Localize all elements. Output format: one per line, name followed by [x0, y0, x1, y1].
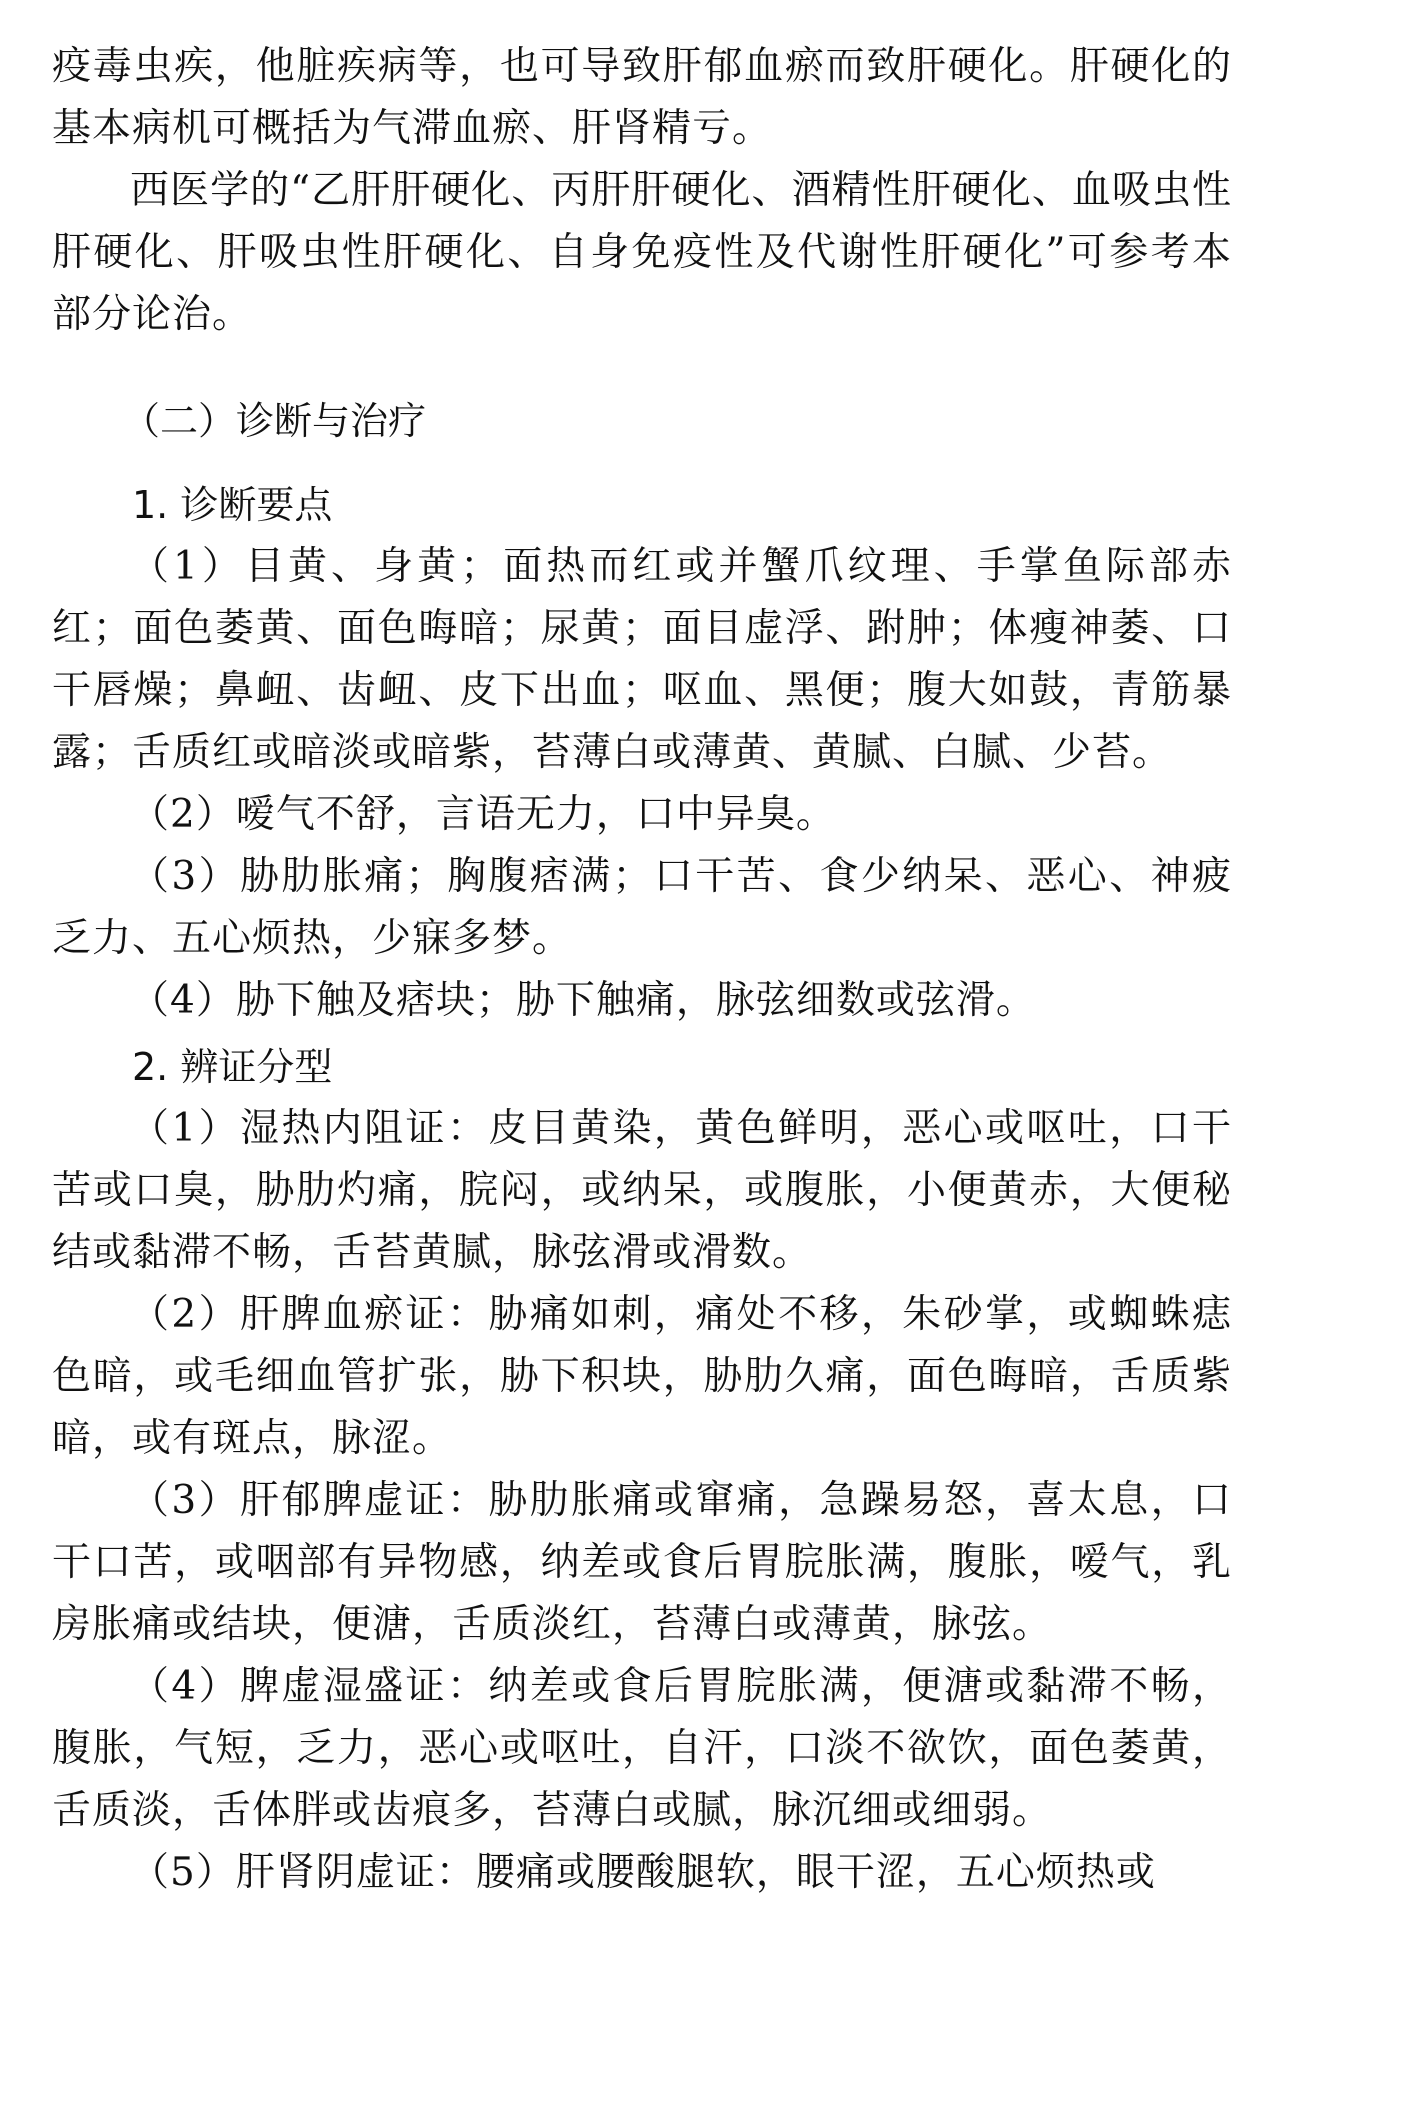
intro-paragraph-1: 疫毒虫疾，他脏疾病等，也可导致肝郁血瘀而致肝硬化。肝硬化的基本病机可概括为气滞血瘀、肝肾精亏。	[52, 44, 1232, 151]
section-heading: （二）诊断与治疗	[122, 399, 427, 443]
syndrome-item-4: （4）脾虚湿盛证：纳差或食后胃脘胀满，便溏或黏滞不畅，腹胀，气短，乏力，恶心或呕吐，自汗，口淡不欲饮，面色萎黄，舌质淡，舌体胖或齿痕多，苔薄白或腻，脉沉细或细弱。	[52, 1664, 1232, 1833]
syndrome-item-1: （1）湿热内阻证：皮目黄染，黄色鲜明，恶心或呕吐，口干苦或口臭，胁肋灼痛，脘闷，或纳呆，或腹胀，小便黄赤，大便秘结或黏滞不畅，舌苔黄腻，脉弦滑或滑数。	[52, 1106, 1232, 1275]
syndrome-item-5: （5）肝肾阴虚证：腰痛或腰酸腿软，眼干涩，五心烦热或	[130, 1850, 1156, 1895]
subsection-heading-syndrome-types: 2. 辨证分型	[132, 1045, 333, 1089]
intro-paragraph-2: 西医学的“乙肝肝硬化、丙肝肝硬化、酒精性肝硬化、血吸虫性肝硬化、肝吸虫性肝硬化、自身免疫性及代谢性肝硬化”可参考本部分论治。	[52, 168, 1232, 337]
subsection-heading-diagnosis: 1. 诊断要点	[132, 483, 333, 527]
syndrome-item-2: （2）肝脾血瘀证：胁痛如刺，痛处不移，朱砂掌，或蜘蛛痣色暗，或毛细血管扩张，胁下积块，胁肋久痛，面色晦暗，舌质紫暗，或有斑点，脉涩。	[52, 1292, 1232, 1461]
diagnosis-item-2: （2）嗳气不舒，言语无力，口中异臭。	[130, 792, 836, 837]
diagnosis-item-3: （3）胁肋胀痛；胸腹痞满；口干苦、食少纳呆、恶心、神疲乏力、五心烦热，少寐多梦。	[52, 854, 1232, 961]
diagnosis-item-1: （1）目黄、身黄；面热而红或并蟹爪纹理、手掌鱼际部赤红；面色萎黄、面色晦暗；尿黄；面目虚浮、跗肿；体瘦神萎、口干唇燥；鼻衄、齿衄、皮下出血；呕血、黑便；腹大如鼓，青筋暴露；舌质红或暗淡或暗紫，苔薄白或薄黄、黄腻、白腻、少苔。	[52, 544, 1232, 775]
document-page	[52, 36, 1232, 1904]
diagnosis-item-4: （4）胁下触及痞块；胁下触痛，脉弦细数或弦滑。	[130, 978, 1036, 1023]
syndrome-item-3: （3）肝郁脾虚证：胁肋胀痛或窜痛，急躁易怒，喜太息，口干口苦，或咽部有异物感，纳差或食后胃脘胀满，腹胀，嗳气，乳房胀痛或结块，便溏，舌质淡红，苔薄白或薄黄，脉弦。	[52, 1478, 1232, 1647]
